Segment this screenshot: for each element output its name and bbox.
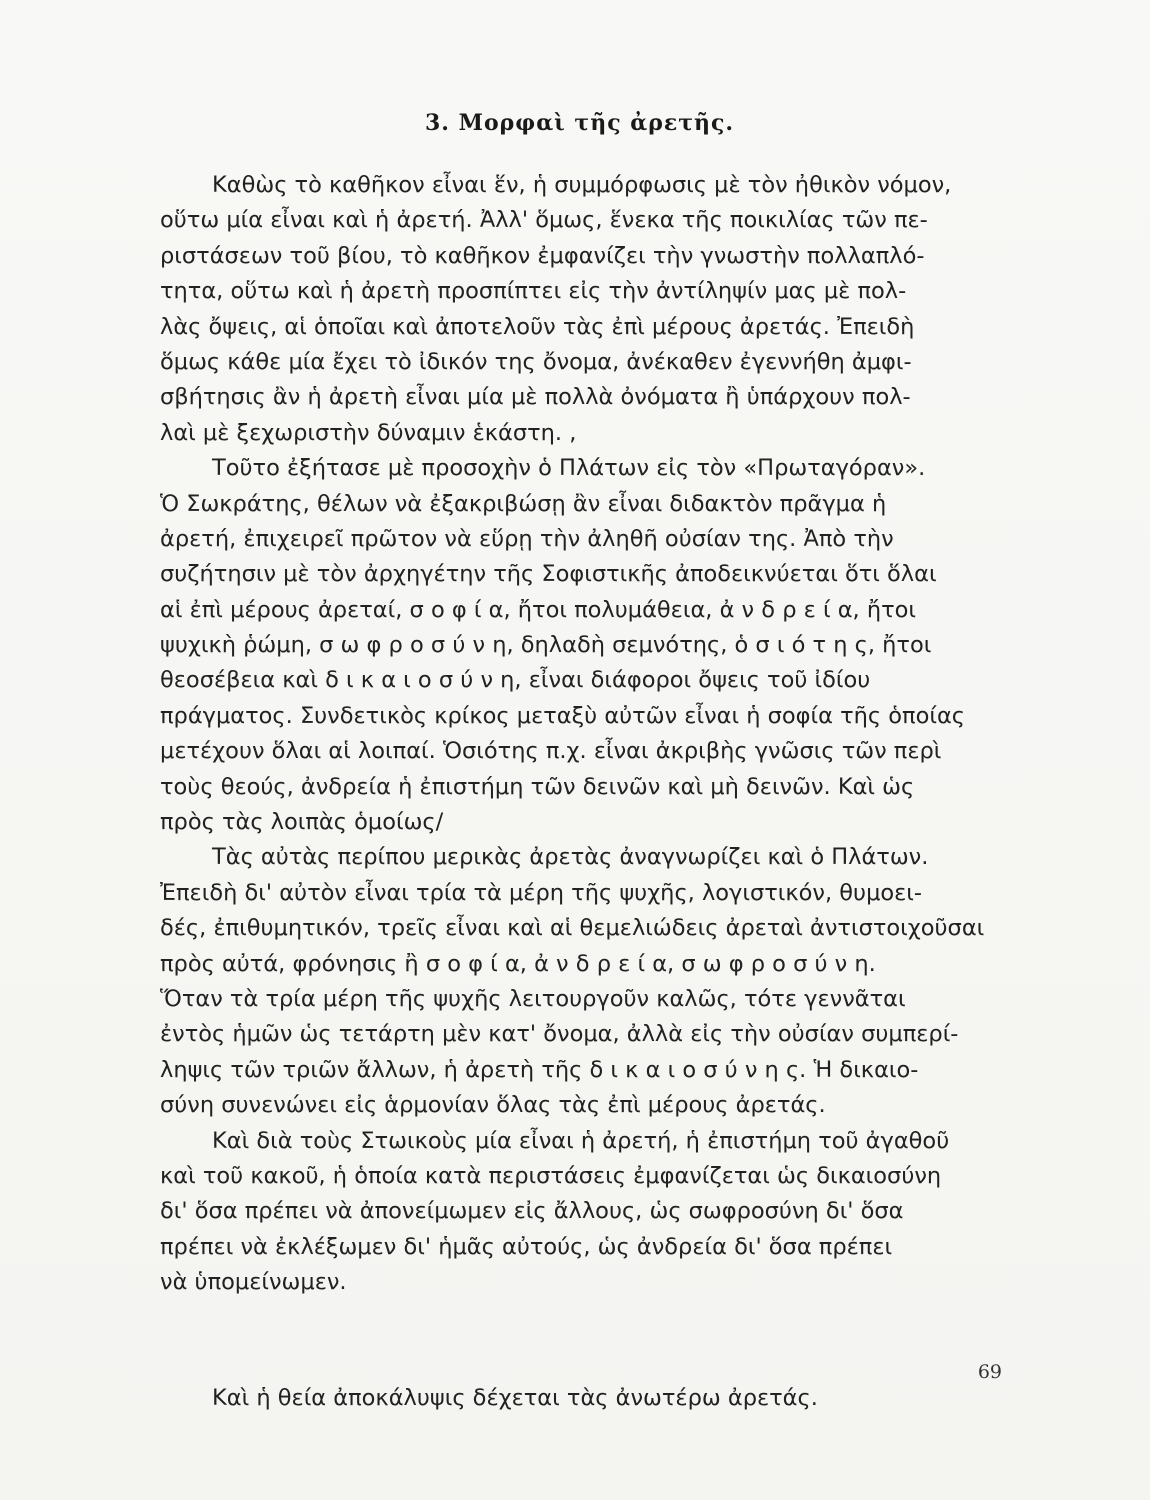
text-line: ληψις τῶν τριῶν ἄλλων, ἡ ἀρετὴ τῆς δ ι κ α ι ο σ ύ ν η ς. Ἡ δικαιο- — [160, 1056, 919, 1083]
body-text — [160, 168, 1010, 1416]
text-line: δι' ὅσα πρέπει νὰ ἀπονείμωμεν εἰς ἄλλους, ὡς σωφροσύνη δι' ὅσα — [160, 1198, 904, 1225]
text-line: Τὰς αὐτὰς περίπου μερικὰς ἀρετὰς ἀναγνωρίζει καὶ ὁ Πλάτων. — [212, 844, 929, 871]
paragraph-gap — [160, 1301, 1010, 1381]
text-line: πρὸς αὐτά, φρόνησις ἢ σ ο φ ί α, ἀ ν δ ρ ε ί α, σ ω φ ρ ο σ ύ ν η. — [160, 950, 876, 977]
paragraph — [160, 1381, 1010, 1416]
text-line: ὅμως κάθε μία ἔχει τὸ ἰδικόν της ὄνομα, ἀνέκαθεν ἐγεννήθη ἀμφι- — [160, 348, 912, 375]
text-line: ψυχικὴ ῥώμη, σ ω φ ρ ο σ ύ ν η, δηλαδὴ σεμνότης, ὁ σ ι ό τ η ς, ἤτοι — [160, 632, 932, 659]
text-line: τητα, οὕτω καὶ ἡ ἀρετὴ προσπίπτει εἰς τὴν ἀντίληψίν μας μὲ πολ- — [160, 278, 907, 305]
text-line: λαὶ μὲ ξεχωριστὴν δύναμιν ἑκάστη. , — [160, 419, 577, 446]
text-line: καὶ τοῦ κακοῦ, ἡ ὁποία κατὰ περιστάσεις ἐμφανίζεται ὡς δικαιοσύνη — [160, 1162, 942, 1189]
paragraph — [160, 168, 1010, 451]
text-line: πρὸς τὰς λοιπὰς ὁμοίως/ — [160, 809, 444, 836]
text-line: πρέπει νὰ ἐκλέξωμεν δι' ἡμᾶς αὐτούς, ὡς ἀνδρεία δι' ὅσα πρέπει — [160, 1233, 893, 1260]
text-line: μετέχουν ὅλαι αἱ λοιπαί. Ὁσιότης π.χ. εἶναι ἀκριβὴς γνῶσις τῶν περὶ — [160, 738, 942, 765]
text-line: θεοσέβεια καὶ δ ι κ α ι ο σ ύ ν η, εἶναι διάφοροι ὄψεις τοῦ ἰδίου — [160, 667, 871, 694]
text-line: πράγματος. Συνδετικὸς κρίκος μεταξὺ αὐτῶν εἶναι ἡ σοφία τῆς ὁποίας — [160, 702, 966, 729]
text-line: συζήτησιν μὲ τὸν ἀρχηγέτην τῆς Σοφιστικῆς ἀποδεικνύεται ὅτι ὅλαι — [160, 561, 937, 588]
page-number: 69 — [977, 1361, 1002, 1383]
paragraph — [160, 451, 1010, 840]
text-line: ἀρετή, ἐπιχειρεῖ πρῶτον νὰ εὕρῃ τὴν ἀληθῆ οὐσίαν της. Ἀπὸ τὴν — [160, 525, 894, 552]
text-line: σβήτησις ἂν ἡ ἀρετὴ εἶναι μία μὲ πολλὰ ὀνόματα ἢ ὑπάρχουν πολ- — [160, 384, 911, 411]
text-line: σύνη συνενώνει εἰς ἁρμονίαν ὅλας τὰς ἐπὶ μέρους ἀρετάς. — [160, 1092, 826, 1119]
text-line: αἱ ἐπὶ μέρους ἀρεταί, σ ο φ ί α, ἤτοι πολυμάθεια, ἀ ν δ ρ ε ί α, ἤτοι — [160, 596, 917, 623]
text-line: Τοῦτο ἐξήτασε μὲ προσοχὴν ὁ Πλάτων εἰς τὸν «Πρωταγόραν». — [212, 455, 926, 482]
text-line: Ἐπειδὴ δι' αὐτὸν εἶναι τρία τὰ μέρη τῆς ψυχῆς, λογιστικόν, θυμοει- — [160, 879, 923, 906]
text-line: νὰ ὑπομείνωμεν. — [160, 1269, 347, 1296]
text-line: Ὅταν τὰ τρία μέρη τῆς ψυχῆς λειτουργοῦν καλῶς, τότε γεννᾶται — [160, 985, 906, 1012]
text-line: λὰς ὄψεις, αἱ ὁποῖαι καὶ ἀποτελοῦν τὰς ἐπὶ μέρους ἀρετάς. Ἐπειδὴ — [160, 313, 915, 340]
text-line: Καὶ ἡ θεία ἀποκάλυψις δέχεται τὰς ἀνωτέρω ἀρετάς. — [212, 1384, 818, 1411]
text-line: ἐντὸς ἡμῶν ὡς τετάρτη μὲν κατ' ὄνομα, ἀλλὰ εἰς τὴν οὐσίαν συμπερί- — [160, 1021, 959, 1048]
text-line: τοὺς θεούς, ἀνδρεία ἡ ἐπιστήμη τῶν δεινῶν καὶ μὴ δεινῶν. Καὶ ὡς — [160, 773, 915, 800]
text-line: οὕτω μία εἶναι καὶ ἡ ἀρετή. Ἀλλ' ὅμως, ἕνεκα τῆς ποικιλίας τῶν πε- — [160, 207, 928, 234]
text-line: Καὶ διὰ τοὺς Στωικοὺς μία εἶναι ἡ ἀρετή, ἡ ἐπιστήμη τοῦ ἀγαθοῦ — [212, 1127, 950, 1154]
text-line: δές, ἐπιθυμητικόν, τρεῖς εἶναι καὶ αἱ θεμελιώδεις ἀρεταὶ ἀντιστοιχοῦσαι — [160, 915, 985, 942]
text-line: Καθὼς τὸ καθῆκον εἶναι ἕν, ἡ συμμόρφωσις μὲ τὸν ἠθικὸν νόμον, — [212, 172, 952, 198]
paragraph — [160, 1124, 1010, 1301]
text-line: ριστάσεων τοῦ βίου, τὸ καθῆκον ἐμφανίζει τὴν γνωστὴν πολλαπλό- — [160, 242, 925, 269]
text-line: Ὁ Σωκράτης, θέλων νὰ ἐξακριβώσῃ ἂν εἶναι διδακτὸν πρᾶγμα ἡ — [160, 490, 887, 517]
paragraph — [160, 840, 1010, 1123]
section-heading: 3. Μορφαὶ τῆς ἀρετῆς. — [425, 110, 735, 136]
